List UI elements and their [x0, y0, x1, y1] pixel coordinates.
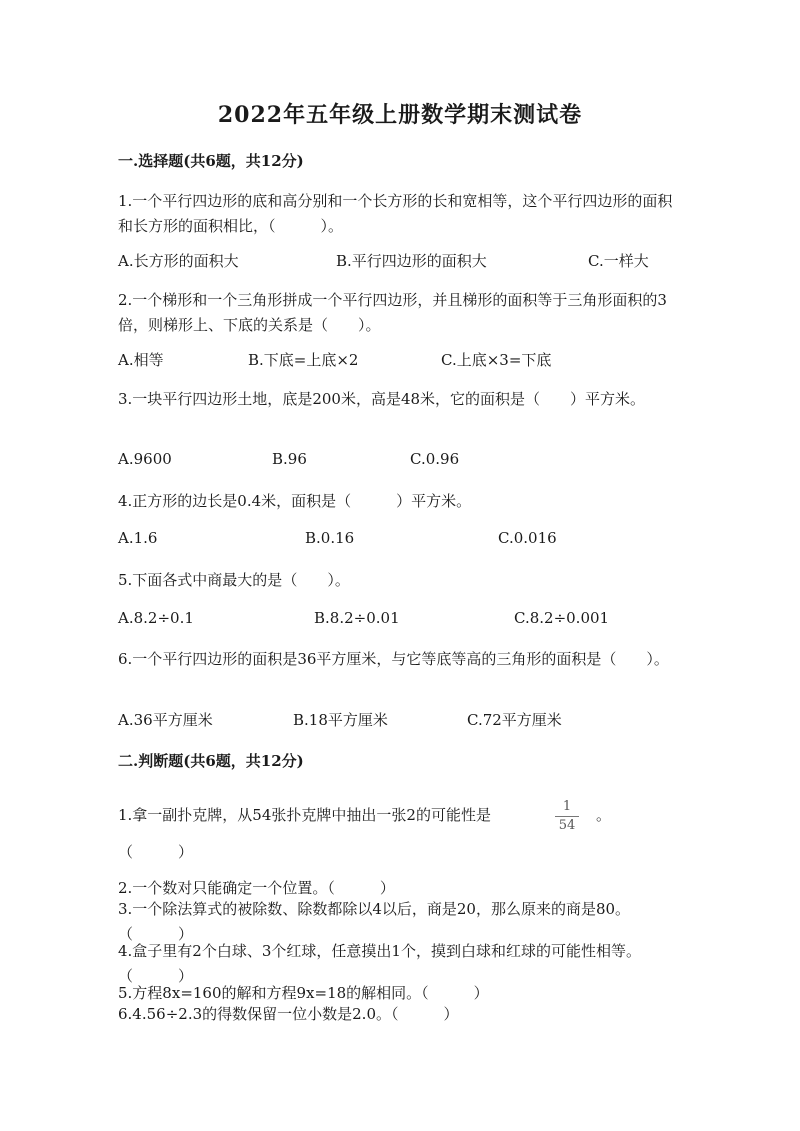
question-4: 4.正方形的边长是0.4米，面积是（ ）平方米。: [118, 492, 472, 510]
fraction-numerator: 1: [562, 799, 572, 814]
option-2b: B.下底=上底×2: [248, 351, 359, 369]
judge-question-1-end: 。: [596, 806, 612, 824]
fraction-bar: [555, 816, 579, 817]
question-3: 3.一块平行四边形土地，底是200米，高是48米，它的面积是（ ）平方米。: [118, 390, 646, 408]
judge-question-3: 3.一个除法算式的被除数、除数都除以4以后，商是20，那么原来的商是80。（ ）: [118, 900, 631, 943]
section-heading-judge: 二.判断题(共6题，共12分): [118, 752, 304, 770]
judge-question-1-answer: （ ）: [118, 843, 194, 861]
option-3c: C.0.96: [410, 450, 460, 468]
option-4c: C.0.016: [498, 529, 557, 547]
fraction-denominator: 54: [558, 818, 576, 833]
option-6a: A.36平方厘米: [118, 711, 213, 729]
option-1b: B.平行四边形的面积大: [336, 252, 487, 270]
judge-question-6: 6.4.56÷2.3的得数保留一位小数是2.0。（ ）: [118, 1005, 459, 1023]
page-title: 2022年五年级上册数学期末测试卷: [217, 102, 583, 128]
question-5: 5.下面各式中商最大的是（ ）。: [118, 571, 350, 589]
judge-question-5: 5.方程8x=160的解和方程9x=18的解相同。（ ）: [118, 984, 489, 1002]
judge-question-1: 1.拿一副扑克牌，从54张扑克牌中抽出一张2的可能性是: [118, 806, 491, 824]
option-5a: A.8.2÷0.1: [118, 609, 194, 627]
option-3a: A.9600: [118, 450, 172, 468]
option-2a: A.相等: [118, 351, 164, 369]
section-heading-choice: 一.选择题(共6题，共12分): [118, 152, 304, 170]
option-4b: B.0.16: [305, 529, 355, 547]
question-6: 6.一个平行四边形的面积是36平方厘米，与它等底等高的三角形的面积是（ ）。: [118, 650, 669, 668]
option-6b: B.18平方厘米: [293, 711, 388, 729]
option-1c: C.一样大: [588, 252, 649, 270]
option-5b: B.8.2÷0.01: [314, 609, 400, 627]
judge-question-2: 2.一个数对只能确定一个位置。（ ）: [118, 879, 395, 897]
option-1a: A.长方形的面积大: [118, 252, 239, 270]
question-1: 1.一个平行四边形的底和高分别和一个长方形的长和宽相等，这个平行四边形的面积和长方形的面积相比，（ ）。: [118, 192, 673, 235]
option-3b: B.96: [272, 450, 307, 468]
judge-question-4: 4.盒子里有2个白球、3个红球，任意摸出1个，摸到白球和红球的可能性相等。（ ）: [118, 942, 641, 985]
question-2: 2.一个梯形和一个三角形拼成一个平行四边形，并且梯形的面积等于三角形面积的3倍，则梯形上、下底的关系是（ ）。: [118, 291, 667, 334]
option-5c: C.8.2÷0.001: [514, 609, 610, 627]
fraction-one-fifty-fourth: [552, 799, 582, 834]
option-2c: C.上底×3=下底: [441, 351, 552, 369]
option-6c: C.72平方厘米: [467, 711, 562, 729]
option-4a: A.1.6: [118, 529, 158, 547]
